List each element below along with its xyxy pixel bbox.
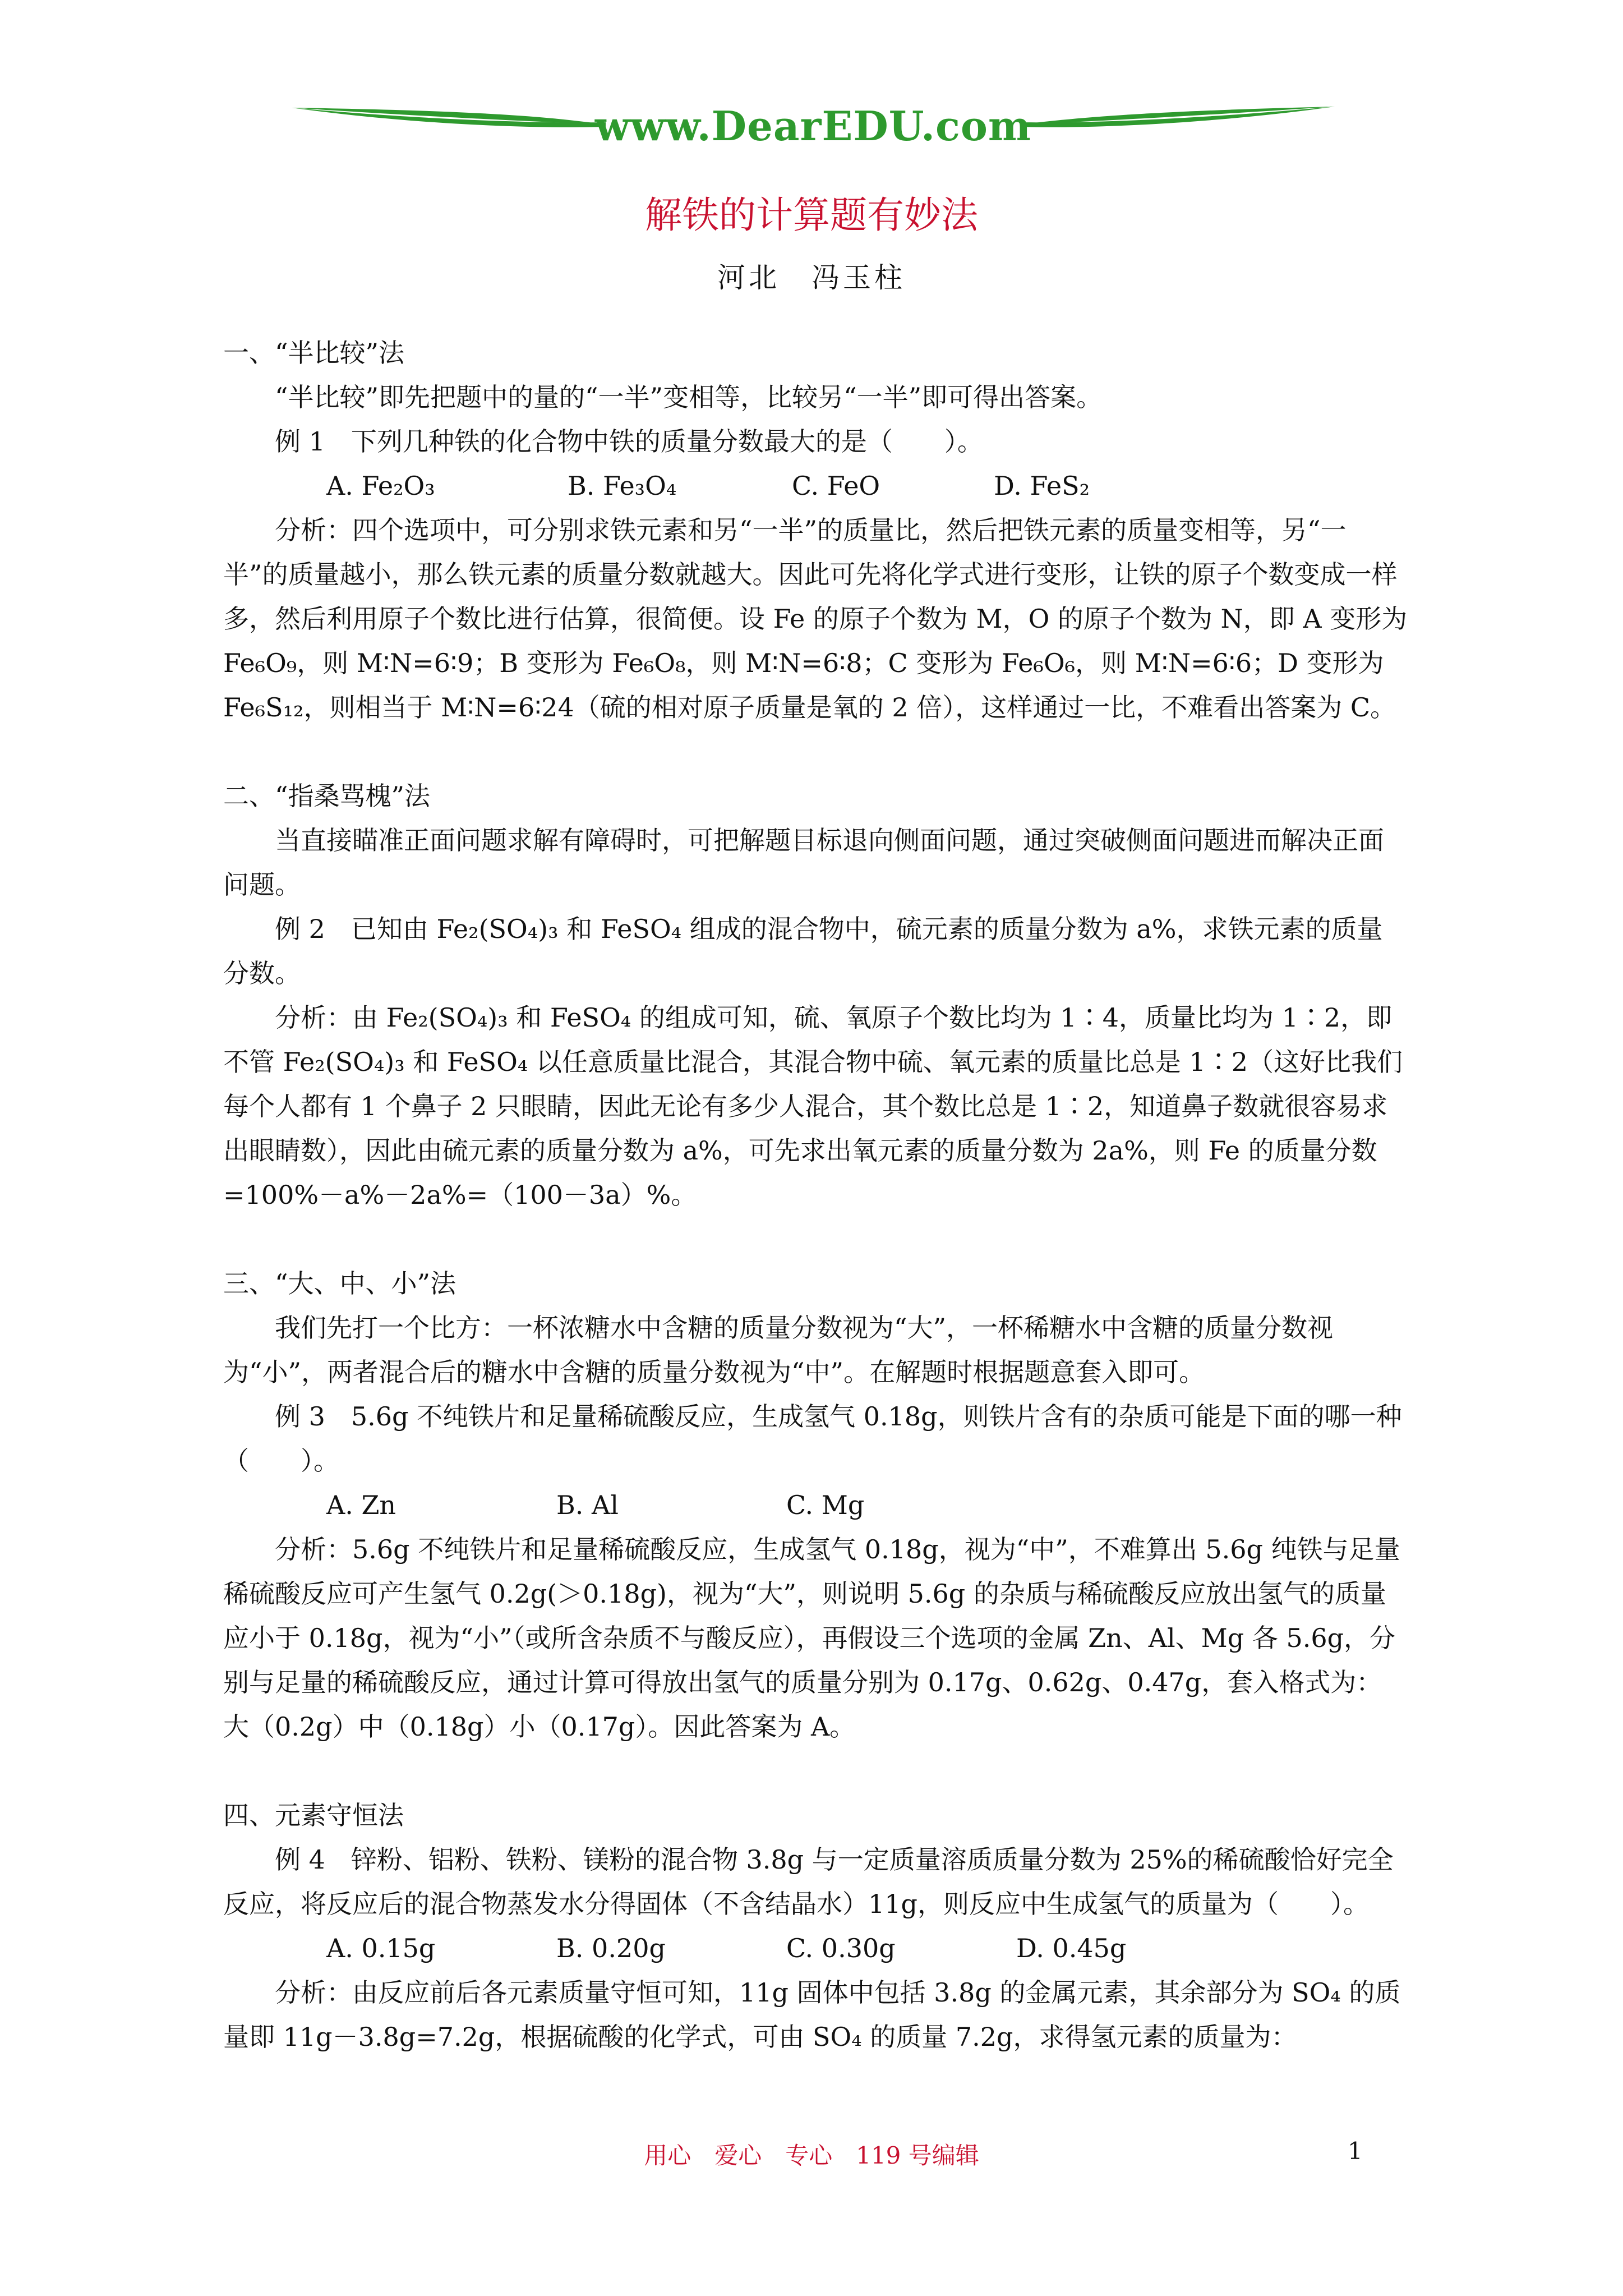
section-heading: 一、“半比较”法 [223, 338, 405, 368]
section-heading: 三、“大、中、小”法 [223, 1268, 457, 1299]
example-question: 例 2 已知由 Fe₂(SO₄)₃ 和 FeSO₄ 组成的混合物中，硫元素的质量分数为 a%，求铁元素的质量分数。 [223, 914, 1383, 988]
section-heading: 二、“指桑骂槐”法 [223, 781, 431, 811]
site-header [292, 90, 1335, 157]
option-d: D. 0.45g [1016, 1933, 1127, 1963]
section-intro: 当直接瞄准正面问题求解有障碍时，可把解题目标退向侧面问题，通过突破侧面问题进而解决正面问题。 [223, 825, 1384, 900]
footer-text: 用心 爱心 专心 119 号编辑 [644, 2142, 979, 2169]
section-heading: 四、元素守恒法 [223, 1800, 404, 1830]
option-b: B. Al [556, 1490, 619, 1520]
example-question: 例 4 锌粉、铝粉、铁粉、镁粉的混合物 3.8g 与一定质量溶质质量分数为 25%的稀硫酸恰好完全反应，将反应后的混合物蒸发水分得固体（不含结晶水）11g，则反应中生成氢气的质量为（ ）。 [223, 1844, 1394, 1919]
article-body [223, 331, 1408, 2059]
answer-options [223, 464, 1408, 508]
author-line: 河北 冯玉柱 [717, 261, 906, 294]
option-d: D. FeS₂ [994, 471, 1090, 501]
option-a: A. 0.15g [326, 1933, 436, 1963]
analysis-text: 分析：5.6g 不纯铁片和足量稀硫酸反应，生成氢气 0.18g，视为“中”，不难算出 5.6g 纯铁与足量稀硫酸反应可产生氢气 0.2g(＞0.18g)，视为“大”，则说明 5.6g 的杂质与稀硫酸反应放出氢气的质量应小于 0.18g，视为“小”（或所含杂质不与酸反应），再假设三个选项的金属 Zn、Al、Mg 各 5.6g，分别与足量的稀硫酸反应，通过计算可得放出氢气的质量分别为 0.17g、0.62g、0.47g，套入格式为：大（0.2g）中（0.18g）小（0.17g）。因此答案为 A。 [223, 1534, 1400, 1742]
page-number: 1 [1348, 2137, 1363, 2165]
option-b: B. 0.20g [556, 1933, 666, 1963]
analysis-text: 分析：四个选项中，可分别求铁元素和另“一半”的质量比，然后把铁元素的质量变相等，另“一半”的质量越小，那么铁元素的质量分数就越大。因此可先将化学式进行变形，让铁的原子个数变成一样多，然后利用原子个数比进行估算，很简便。设 Fe 的原子个数为 M，O 的原子个数为 N，即 A 变形为 Fe₆O₉，则 M∶N=6∶9；B 变形为 Fe₆O₈，则 M∶N=6∶8；C 变形为 Fe₆O₆，则 M∶N=6∶6；D 变形为 Fe₆S₁₂，则相当于 M∶N=6∶24（硫的相对原子质量是氧的 2 倍），这样通过一比，不难看出答案为 C。 [223, 515, 1408, 723]
page-title: 解铁的计算题有妙法 [645, 194, 978, 237]
option-c: C. FeO [792, 471, 880, 501]
section-intro: 我们先打一个比方：一杯浓糖水中含糖的质量分数视为“大”，一杯稀糖水中含糖的质量分数视为“小”，两者混合后的糖水中含糖的质量分数视为“中”。在解题时根据题意套入即可。 [223, 1313, 1334, 1387]
option-b: B. Fe₃O₄ [568, 471, 677, 501]
example-question: 例 1 下列几种铁的化合物中铁的质量分数最大的是（ ）。 [275, 426, 983, 457]
analysis-text: 分析：由 Fe₂(SO₄)₃ 和 FeSO₄ 的组成可知，硫、氧原子个数比均为 1∶4，质量比均为 1∶2，即不管 Fe₂(SO₄)₃ 和 FeSO₄ 以任意质量比混合，其混合物中硫、氧元素的质量比总是 1∶2（这好比我们每个人都有 1 个鼻子 2 只眼睛，因此无论有多少人混合，其个数比总是 1∶2，知道鼻子数就很容易求出眼睛数），因此由硫元素的质量分数为 a%，可先求出氧元素的质量分数为 2a%，则 Fe 的质量分数=100%－a%－2a%=（100－3a）%。 [223, 1002, 1403, 1210]
answer-options [223, 1926, 1408, 1971]
section-intro: “半比较”即先把题中的量的“一半”变相等，比较另“一半”即可得出答案。 [275, 382, 1103, 412]
analysis-text: 分析：由反应前后各元素质量守恒可知，11g 固体中包括 3.8g 的金属元素，其余部分为 SO₄ 的质量即 11g－3.8g=7.2g，根据硫酸的化学式，可由 SO₄ 的质量 7.2g，求得氢元素的质量为： [223, 1977, 1401, 2052]
example-question: 例 3 5.6g 不纯铁片和足量稀硫酸反应，生成氢气 0.18g，则铁片含有的杂质可能是下面的哪一种（ ）。 [223, 1401, 1402, 1476]
answer-options [223, 1483, 1408, 1527]
option-c: C. 0.30g [786, 1933, 896, 1963]
option-c: C. Mg [786, 1490, 865, 1520]
option-a: A. Fe₂O₃ [326, 471, 435, 501]
site-logo-text[interactable]: www.DearEDU.com [594, 102, 1032, 150]
option-a: A. Zn [326, 1490, 396, 1520]
